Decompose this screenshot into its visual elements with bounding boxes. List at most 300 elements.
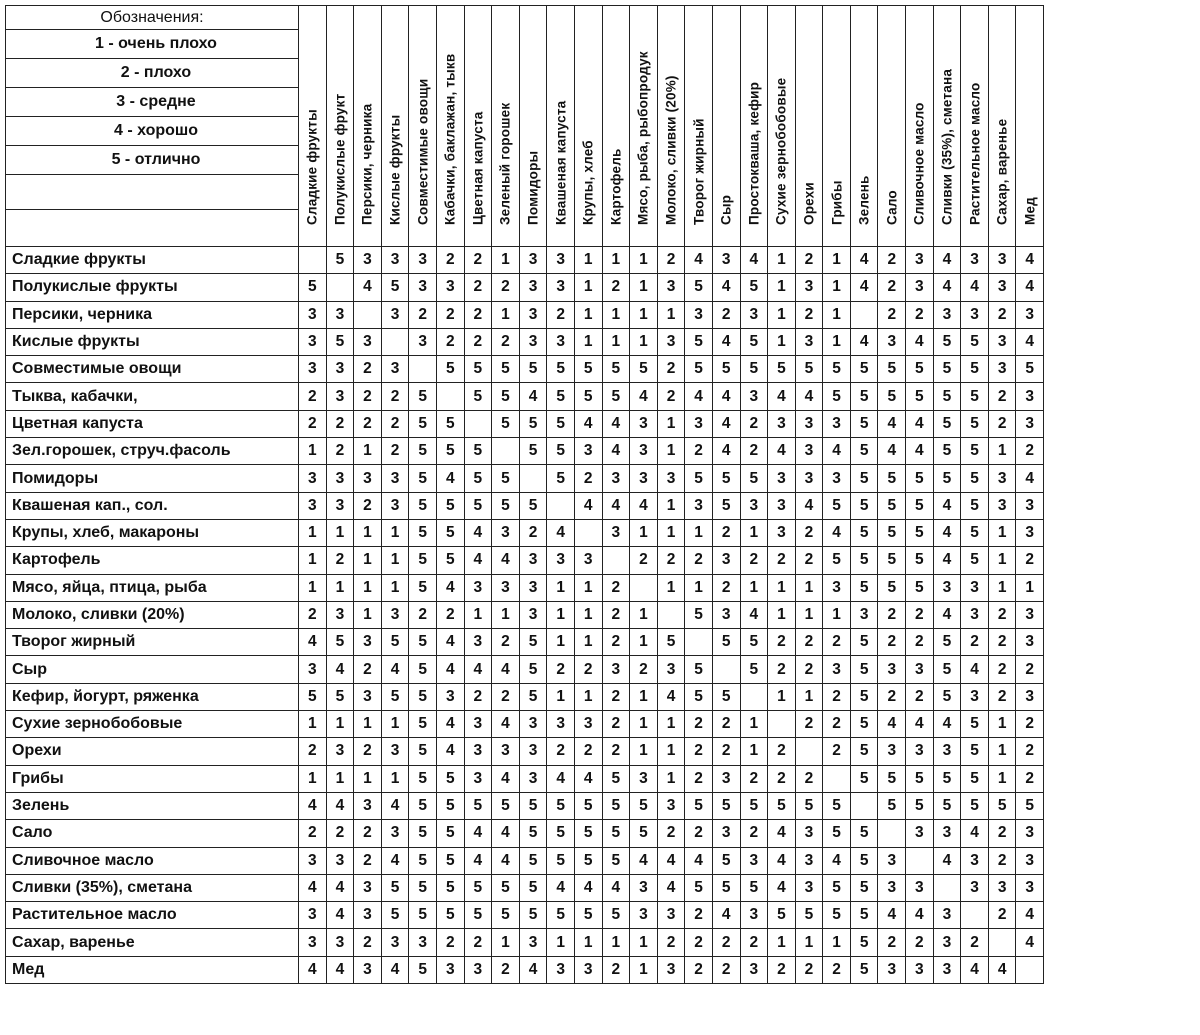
column-header-label: Растительное масло	[967, 82, 983, 225]
rating-cell: 5	[878, 465, 906, 492]
rating-cell: 5	[574, 847, 602, 874]
rating-cell: 3	[906, 956, 934, 983]
rating-cell: 3	[354, 465, 382, 492]
rating-cell: 5	[409, 547, 437, 574]
row-label: Сало	[6, 820, 299, 847]
rating-cell: 2	[712, 929, 740, 956]
rating-cell: 5	[492, 902, 520, 929]
rating-cell: 3	[933, 956, 961, 983]
rating-cell: 4	[712, 383, 740, 410]
rating-cell: 1	[823, 247, 851, 274]
rating-cell: 4	[685, 847, 713, 874]
column-header-label: Полукислые фрукт	[332, 93, 348, 225]
rating-cell: 5	[547, 902, 575, 929]
rating-cell: 5	[436, 847, 464, 874]
rating-cell: 5	[409, 847, 437, 874]
legend-blank-row	[6, 210, 298, 238]
rating-cell: 4	[436, 738, 464, 765]
column-header	[436, 6, 464, 247]
rating-cell: 5	[850, 874, 878, 901]
rating-cell: 3	[795, 465, 823, 492]
rating-cell: 1	[657, 301, 685, 328]
rating-cell: 5	[602, 792, 630, 819]
rating-cell: 4	[574, 874, 602, 901]
rating-cell: 3	[326, 356, 354, 383]
rating-cell: 4	[464, 547, 492, 574]
rating-cell: 5	[519, 874, 547, 901]
rating-cell: 5	[1016, 792, 1044, 819]
rating-cell: 3	[602, 656, 630, 683]
rating-cell: 5	[961, 792, 989, 819]
rating-cell: 1	[795, 929, 823, 956]
rating-cell: 5	[961, 356, 989, 383]
rating-cell: 5	[381, 629, 409, 656]
row-label: Цветная капуста	[6, 410, 299, 437]
rating-cell: 5	[878, 574, 906, 601]
rating-cell: 5	[850, 574, 878, 601]
rating-cell: 5	[850, 410, 878, 437]
rating-cell: 3	[988, 274, 1016, 301]
rating-cell: 1	[354, 547, 382, 574]
rating-cell: 5	[326, 328, 354, 355]
rating-cell: 4	[906, 410, 934, 437]
rating-cell: 5	[850, 956, 878, 983]
rating-cell: 2	[574, 656, 602, 683]
rating-cell: 5	[740, 356, 768, 383]
rating-cell: 1	[630, 711, 658, 738]
column-header-label: Молоко, сливки (20%)	[663, 75, 679, 225]
rating-cell	[492, 438, 520, 465]
rating-cell: 5	[712, 492, 740, 519]
rating-cell: 3	[519, 738, 547, 765]
column-header-label: Зелень	[856, 175, 872, 225]
rating-cell: 3	[988, 328, 1016, 355]
rating-cell: 1	[823, 301, 851, 328]
rating-cell	[326, 274, 354, 301]
rating-cell: 2	[1016, 547, 1044, 574]
rating-cell: 5	[988, 792, 1016, 819]
legend-item: 4 - хорошо	[6, 117, 298, 146]
rating-cell: 5	[933, 792, 961, 819]
rating-cell: 1	[988, 765, 1016, 792]
rating-cell: 1	[574, 929, 602, 956]
rating-cell: 1	[574, 274, 602, 301]
rating-cell: 2	[492, 328, 520, 355]
table-row	[6, 519, 1044, 546]
column-header-label: Мясо, рыба, рыбопродук	[635, 51, 651, 225]
column-header	[299, 6, 327, 247]
rating-cell: 4	[878, 711, 906, 738]
rating-cell: 2	[768, 765, 796, 792]
rating-cell: 3	[933, 820, 961, 847]
rating-cell: 1	[823, 328, 851, 355]
column-header	[988, 6, 1016, 247]
column-header-label: Творог жирный	[691, 118, 707, 225]
table-row	[6, 410, 1044, 437]
rating-cell: 1	[299, 547, 327, 574]
column-header	[492, 6, 520, 247]
rating-cell: 4	[436, 656, 464, 683]
rating-cell: 5	[547, 847, 575, 874]
rating-cell: 3	[740, 301, 768, 328]
rating-cell: 2	[354, 356, 382, 383]
row-label: Кислые фрукты	[6, 328, 299, 355]
rating-cell: 5	[409, 410, 437, 437]
rating-cell: 2	[795, 656, 823, 683]
rating-cell: 1	[574, 301, 602, 328]
rating-cell: 5	[685, 356, 713, 383]
rating-cell: 5	[685, 792, 713, 819]
rating-cell: 3	[878, 847, 906, 874]
rating-cell: 5	[602, 356, 630, 383]
rating-cell: 3	[795, 820, 823, 847]
rating-cell: 2	[657, 547, 685, 574]
rating-cell: 4	[381, 956, 409, 983]
rating-cell: 5	[464, 438, 492, 465]
rating-cell: 2	[740, 820, 768, 847]
rating-cell: 5	[519, 410, 547, 437]
rating-cell: 5	[409, 629, 437, 656]
rating-cell: 2	[492, 956, 520, 983]
rating-cell: 5	[685, 601, 713, 628]
rating-cell: 5	[436, 792, 464, 819]
rating-cell: 3	[823, 410, 851, 437]
rating-cell: 5	[823, 820, 851, 847]
rating-cell: 2	[657, 383, 685, 410]
rating-cell: 5	[464, 383, 492, 410]
rating-cell: 4	[436, 465, 464, 492]
rating-cell: 4	[464, 847, 492, 874]
rating-cell: 3	[436, 956, 464, 983]
rating-cell: 5	[519, 902, 547, 929]
rating-cell: 2	[602, 574, 630, 601]
rating-cell: 1	[326, 574, 354, 601]
rating-cell: 5	[409, 874, 437, 901]
rating-cell: 5	[547, 438, 575, 465]
rating-cell: 5	[436, 356, 464, 383]
rating-cell: 2	[354, 410, 382, 437]
row-label: Мясо, яйца, птица, рыба	[6, 574, 299, 601]
rating-cell: 1	[657, 492, 685, 519]
column-header-label: Сало	[884, 190, 900, 225]
rating-cell: 4	[381, 656, 409, 683]
rating-cell: 5	[409, 519, 437, 546]
rating-cell: 4	[602, 410, 630, 437]
rating-cell: 1	[630, 519, 658, 546]
rating-cell: 2	[768, 656, 796, 683]
rating-cell: 2	[657, 929, 685, 956]
rating-cell	[1016, 956, 1044, 983]
rating-cell: 3	[906, 656, 934, 683]
rating-cell: 5	[961, 519, 989, 546]
column-header	[933, 6, 961, 247]
row-label: Орехи	[6, 738, 299, 765]
rating-cell: 3	[519, 711, 547, 738]
rating-cell: 1	[492, 247, 520, 274]
rating-cell: 5	[547, 356, 575, 383]
rating-cell: 1	[602, 929, 630, 956]
rating-cell: 5	[850, 738, 878, 765]
table-row	[6, 601, 1044, 628]
rating-cell: 5	[795, 792, 823, 819]
column-header-label: Сахар, варенье	[994, 118, 1010, 225]
column-header	[740, 6, 768, 247]
rating-cell: 2	[1016, 765, 1044, 792]
rating-cell: 1	[381, 547, 409, 574]
rating-cell: 5	[685, 465, 713, 492]
rating-cell: 1	[1016, 574, 1044, 601]
rating-cell: 3	[354, 683, 382, 710]
rating-cell: 4	[436, 711, 464, 738]
rating-cell: 1	[299, 711, 327, 738]
rating-cell: 2	[574, 738, 602, 765]
rating-cell: 1	[740, 519, 768, 546]
rating-cell: 3	[492, 738, 520, 765]
column-header	[409, 6, 437, 247]
rating-cell: 4	[961, 820, 989, 847]
rating-cell: 4	[712, 438, 740, 465]
rating-cell: 4	[1016, 328, 1044, 355]
rating-cell: 1	[602, 328, 630, 355]
rating-cell: 3	[988, 874, 1016, 901]
rating-cell: 1	[657, 738, 685, 765]
column-header	[712, 6, 740, 247]
column-header-label: Сливочное масло	[911, 102, 927, 225]
rating-cell: 2	[823, 711, 851, 738]
rating-cell: 5	[933, 465, 961, 492]
rating-cell: 5	[409, 492, 437, 519]
rating-cell: 3	[1016, 601, 1044, 628]
rating-cell: 4	[299, 874, 327, 901]
rating-cell: 3	[519, 328, 547, 355]
rating-cell: 5	[933, 410, 961, 437]
rating-cell: 5	[850, 519, 878, 546]
rating-cell: 5	[409, 738, 437, 765]
rating-cell: 5	[795, 902, 823, 929]
rating-cell: 3	[464, 711, 492, 738]
rating-cell	[933, 874, 961, 901]
rating-cell: 3	[354, 247, 382, 274]
rating-cell: 3	[492, 574, 520, 601]
rating-cell: 3	[795, 847, 823, 874]
rating-cell: 2	[547, 301, 575, 328]
rating-cell: 5	[464, 874, 492, 901]
rating-cell: 4	[768, 820, 796, 847]
rating-cell: 4	[933, 247, 961, 274]
rating-cell: 3	[1016, 519, 1044, 546]
rating-cell: 3	[326, 847, 354, 874]
rating-cell: 5	[961, 438, 989, 465]
rating-cell: 5	[823, 874, 851, 901]
rating-cell: 2	[712, 711, 740, 738]
legend-title: Обозначения:	[6, 6, 298, 30]
rating-cell: 2	[464, 328, 492, 355]
table-row	[6, 465, 1044, 492]
rating-cell: 5	[519, 847, 547, 874]
rating-cell: 1	[547, 629, 575, 656]
table-row	[6, 847, 1044, 874]
rating-cell: 3	[519, 274, 547, 301]
rating-cell: 4	[519, 956, 547, 983]
rating-cell	[906, 847, 934, 874]
rating-cell: 3	[354, 874, 382, 901]
rating-cell: 5	[519, 438, 547, 465]
rating-cell: 5	[961, 738, 989, 765]
rating-cell: 4	[299, 792, 327, 819]
table-row	[6, 792, 1044, 819]
rating-cell: 5	[878, 492, 906, 519]
rating-cell: 3	[381, 820, 409, 847]
rating-cell: 3	[519, 247, 547, 274]
rating-cell: 3	[519, 765, 547, 792]
rating-cell: 4	[326, 792, 354, 819]
rating-cell: 3	[1016, 683, 1044, 710]
column-header	[464, 6, 492, 247]
rating-cell: 5	[381, 874, 409, 901]
rating-cell: 5	[492, 792, 520, 819]
rating-cell: 2	[988, 601, 1016, 628]
rating-cell: 2	[823, 956, 851, 983]
rating-cell: 3	[795, 328, 823, 355]
rating-cell: 5	[823, 547, 851, 574]
rating-cell	[795, 738, 823, 765]
rating-cell: 5	[602, 383, 630, 410]
rating-cell: 4	[878, 902, 906, 929]
rating-cell: 3	[409, 929, 437, 956]
column-header	[823, 6, 851, 247]
rating-cell: 4	[492, 547, 520, 574]
rating-cell: 5	[961, 711, 989, 738]
legend-item: 2 - плохо	[6, 59, 298, 88]
rating-cell: 5	[712, 465, 740, 492]
rating-cell: 2	[354, 383, 382, 410]
rating-cell: 5	[906, 356, 934, 383]
rating-cell: 2	[602, 711, 630, 738]
rating-cell: 3	[326, 929, 354, 956]
rating-cell: 3	[768, 519, 796, 546]
rating-cell: 5	[519, 492, 547, 519]
rating-cell: 3	[1016, 492, 1044, 519]
rating-cell: 4	[1016, 929, 1044, 956]
food-compatibility-table	[5, 5, 1044, 984]
rating-cell: 3	[381, 601, 409, 628]
rating-cell: 1	[630, 247, 658, 274]
rating-cell: 3	[464, 765, 492, 792]
rating-cell: 2	[685, 956, 713, 983]
rating-cell: 5	[740, 874, 768, 901]
rating-cell	[850, 792, 878, 819]
rating-cell: 5	[961, 492, 989, 519]
rating-cell: 3	[464, 629, 492, 656]
rating-cell: 2	[354, 929, 382, 956]
rating-cell: 2	[685, 765, 713, 792]
rating-cell: 4	[933, 274, 961, 301]
rating-cell: 2	[547, 738, 575, 765]
rating-cell: 5	[768, 792, 796, 819]
table-body	[6, 247, 1044, 984]
rating-cell: 4	[326, 874, 354, 901]
column-header	[381, 6, 409, 247]
rating-cell: 4	[574, 410, 602, 437]
rating-cell: 3	[906, 274, 934, 301]
rating-cell: 2	[823, 629, 851, 656]
rating-cell: 5	[933, 328, 961, 355]
rating-cell: 5	[492, 465, 520, 492]
rating-cell: 5	[850, 356, 878, 383]
rating-cell: 5	[850, 683, 878, 710]
rating-cell: 1	[657, 519, 685, 546]
rating-cell: 2	[795, 765, 823, 792]
rating-cell: 5	[326, 683, 354, 710]
rating-cell	[712, 656, 740, 683]
row-label: Сливочное масло	[6, 847, 299, 874]
rating-cell: 5	[630, 792, 658, 819]
rating-cell: 5	[492, 874, 520, 901]
rating-cell: 5	[961, 410, 989, 437]
rating-cell: 5	[381, 683, 409, 710]
rating-cell: 3	[574, 547, 602, 574]
rating-cell: 1	[326, 765, 354, 792]
rating-cell: 2	[326, 820, 354, 847]
rating-cell: 2	[795, 301, 823, 328]
rating-cell: 2	[464, 247, 492, 274]
rating-cell: 5	[850, 656, 878, 683]
rating-cell: 4	[547, 519, 575, 546]
rating-cell: 2	[464, 929, 492, 956]
rating-cell: 1	[299, 519, 327, 546]
rating-cell: 5	[547, 792, 575, 819]
rating-cell	[878, 820, 906, 847]
rating-cell: 5	[574, 902, 602, 929]
rating-cell: 4	[464, 519, 492, 546]
rating-cell: 2	[409, 301, 437, 328]
rating-cell: 1	[326, 711, 354, 738]
column-header	[906, 6, 934, 247]
rating-cell: 4	[464, 820, 492, 847]
column-header-label: Кабачки, баклажан, тыкв	[442, 53, 458, 225]
rating-cell: 3	[961, 601, 989, 628]
rating-cell: 5	[630, 356, 658, 383]
rating-cell: 1	[381, 765, 409, 792]
rating-cell: 1	[768, 328, 796, 355]
rating-cell: 3	[381, 356, 409, 383]
row-label: Сахар, варенье	[6, 929, 299, 956]
rating-cell: 1	[630, 929, 658, 956]
rating-cell: 3	[657, 274, 685, 301]
rating-cell: 2	[906, 301, 934, 328]
rating-cell: 1	[326, 519, 354, 546]
rating-cell: 5	[602, 902, 630, 929]
rating-cell: 1	[574, 574, 602, 601]
rating-cell: 4	[878, 438, 906, 465]
rating-cell: 2	[878, 629, 906, 656]
rating-cell: 4	[630, 383, 658, 410]
rating-cell: 4	[354, 274, 382, 301]
rating-cell: 5	[850, 465, 878, 492]
rating-cell: 3	[299, 492, 327, 519]
rating-cell: 3	[299, 465, 327, 492]
rating-cell: 1	[823, 601, 851, 628]
rating-cell: 2	[630, 656, 658, 683]
rating-cell: 1	[492, 601, 520, 628]
rating-cell: 4	[685, 383, 713, 410]
rating-cell: 4	[1016, 465, 1044, 492]
rating-cell: 1	[740, 574, 768, 601]
rating-cell	[823, 765, 851, 792]
rating-cell: 3	[381, 301, 409, 328]
rating-cell: 5	[464, 356, 492, 383]
row-label: Сладкие фрукты	[6, 247, 299, 274]
